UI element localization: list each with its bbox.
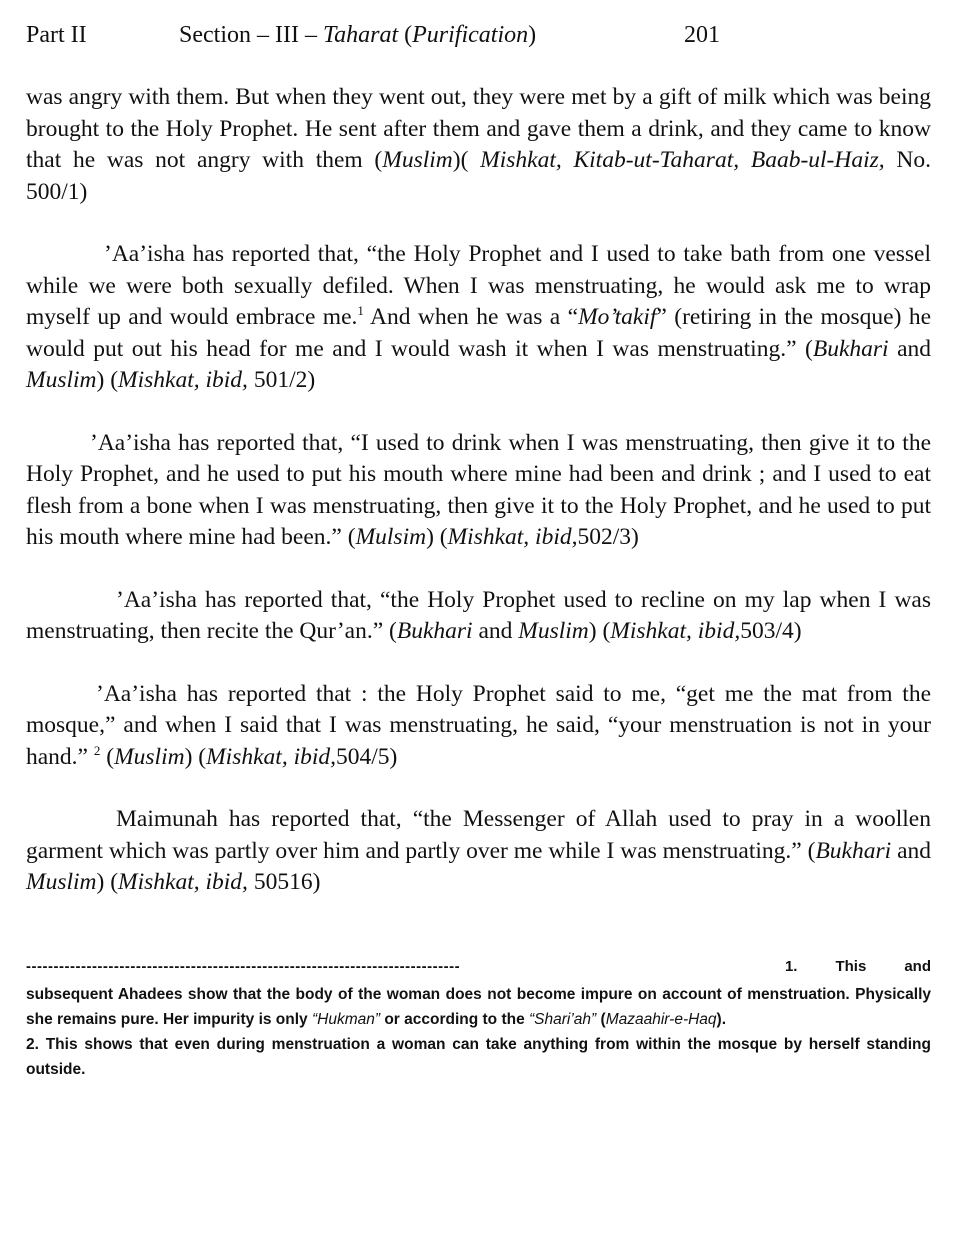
p5-italic-1: Muslim [114, 743, 185, 770]
fn1-italic-1: “Hukman” [311, 1011, 381, 1028]
paragraph-2 [26, 239, 931, 397]
p6-italic-3: Mishkat, ibid, [118, 869, 248, 895]
p2-italic-3: Muslim [26, 367, 97, 393]
p4-text-1: ’Aa’isha has reported that, “the Holy Prophet used to recline on my lap when I was menstruating, then recite the Qur’an.” ( [26, 586, 931, 644]
p5-text-2: ( [100, 743, 115, 770]
p5-text-1: ’Aa’isha has reported that : the Holy Prophet said to me, “get me the mat from the mosque,” and when I said that I was menstruating, he said, “your menstruation is not in your hand.” [26, 680, 931, 770]
fn1-text-1: subsequent Ahadees show that the body of the woman does not become impure on account of menstruation. Physically she remains pure. Her impurity is only [26, 986, 931, 1028]
paragraph-3 [26, 428, 931, 554]
footnote-dashes: ------------------------------------------------------------------------------- [26, 958, 461, 975]
p4-italic-2: Muslim [518, 618, 589, 644]
p1-text-3: No. 500/1) [26, 147, 931, 205]
p4-italic-3: Mishkat, ibid, [610, 618, 741, 644]
header-section [179, 18, 536, 52]
p2-italic-4: Mishkat, ibid, [118, 367, 248, 393]
paragraph-5 [26, 679, 931, 774]
footnote-1-lead [781, 955, 931, 979]
p2-text-3: ” (retiring in the mosque) he would put out his head for me and I would wash it when I was menstruating.” ( [26, 304, 931, 362]
fn1-text-4: ). [716, 1011, 727, 1028]
p3-italic-2: Mishkat, ibid, [447, 524, 578, 550]
p6-italic-2: Muslim [26, 869, 97, 895]
p6-text-1: Maimunah has reported that, “the Messenger of Allah used to pray in a woollen garment which was partly over him and partly over me while I was menstruating.” ( [26, 806, 931, 864]
section-title-purification: Purification [412, 22, 529, 48]
p3-text-1: ’Aa’isha has reported that, “I used to drink when I was menstruating, then give it to the Holy Prophet, and he used to put his mouth where mine had been and drink ; and I used to eat flesh from a bone when I was menstruating, then give it to the Holy Prophet, and he used to put his mouth where mine had been.” ( [26, 429, 931, 550]
section-open-paren: ( [398, 22, 413, 48]
p4-text-4: 503/4) [740, 618, 802, 644]
p5-italic-2: Mishkat, ibid, [206, 743, 337, 770]
footnote-ref-1: 1 [357, 303, 364, 318]
paragraph-4 [26, 585, 931, 648]
paragraph-1 [26, 82, 931, 208]
footnote-1 [26, 982, 931, 1032]
p6-italic-1: Bukhari [815, 837, 892, 864]
paragraph-6 [26, 804, 931, 899]
p4-text-2: and [472, 618, 519, 644]
section-close-paren: ) [528, 22, 537, 48]
section-title-taharat: Taharat [322, 22, 399, 48]
p2-italic-2: Bukhari [812, 335, 889, 362]
p1-italic-1: Muslim [382, 147, 453, 173]
footnote-1-word-and: and [904, 958, 931, 975]
p5-text-4: 504/5) [336, 743, 398, 770]
p2-text-1: ’Aa’isha has reported that, “the Holy Prophet and I used to take bath from one vessel while we were both sexually defiled. When I was menstruating, he would ask me to wrap myself up and would embrace me. [26, 241, 931, 330]
section-prefix: Section – III – [179, 22, 323, 48]
p2-text-4: and [888, 335, 932, 362]
running-header [26, 18, 746, 52]
footnote-1-number: 1. [784, 958, 798, 975]
p4-text-3: ) ( [588, 618, 611, 644]
p1-italic-2: Mishkat, Kitab-ut-Taharat, Baab-ul-Haiz, [480, 147, 885, 173]
fn1-italic-2: “Shari’ah” [529, 1011, 597, 1028]
fn1-text-2: or according to the [380, 1011, 530, 1028]
footnote-ref-2: 2 [93, 742, 101, 758]
fn1-text-3: ( [596, 1011, 606, 1028]
p2-text-2: And when he was a “ [363, 304, 579, 330]
footnotes [26, 982, 931, 1082]
p2-text-6: 501/2) [247, 367, 316, 393]
p2-italic-1: Mo’takif [578, 304, 657, 330]
fn1-italic-3: Mazaahir-e-Haq [605, 1011, 717, 1028]
page-number: 201 [684, 22, 720, 48]
p6-text-4: 50516) [247, 869, 321, 895]
p1-text-1: was angry with them. But when they went out, they were met by a gift of milk which was being brought to the Holy Prophet. He sent after them and gave them a drink, and they came to know that he was not angry with them ( [26, 84, 931, 173]
p3-text-3: 502/3) [577, 524, 639, 550]
footnote-separator [26, 955, 931, 979]
p3-text-2: ) ( [426, 524, 448, 550]
p4-italic-1: Bukhari [396, 618, 473, 644]
footnote-1-word-this: This [835, 958, 867, 975]
header-part: Part II [26, 22, 87, 48]
p5-text-3: ) ( [184, 743, 207, 770]
main-text [26, 82, 931, 899]
p2-text-5: ) ( [96, 367, 119, 393]
footnote-2: 2. This shows that even during menstruation a woman can take anything from within the mosque by herself standing outside. [26, 1036, 931, 1078]
p6-text-3: ) ( [96, 869, 119, 895]
p3-italic-1: Mulsim [355, 524, 427, 550]
p1-text-2: )( [452, 147, 481, 173]
p6-text-2: and [891, 837, 931, 864]
